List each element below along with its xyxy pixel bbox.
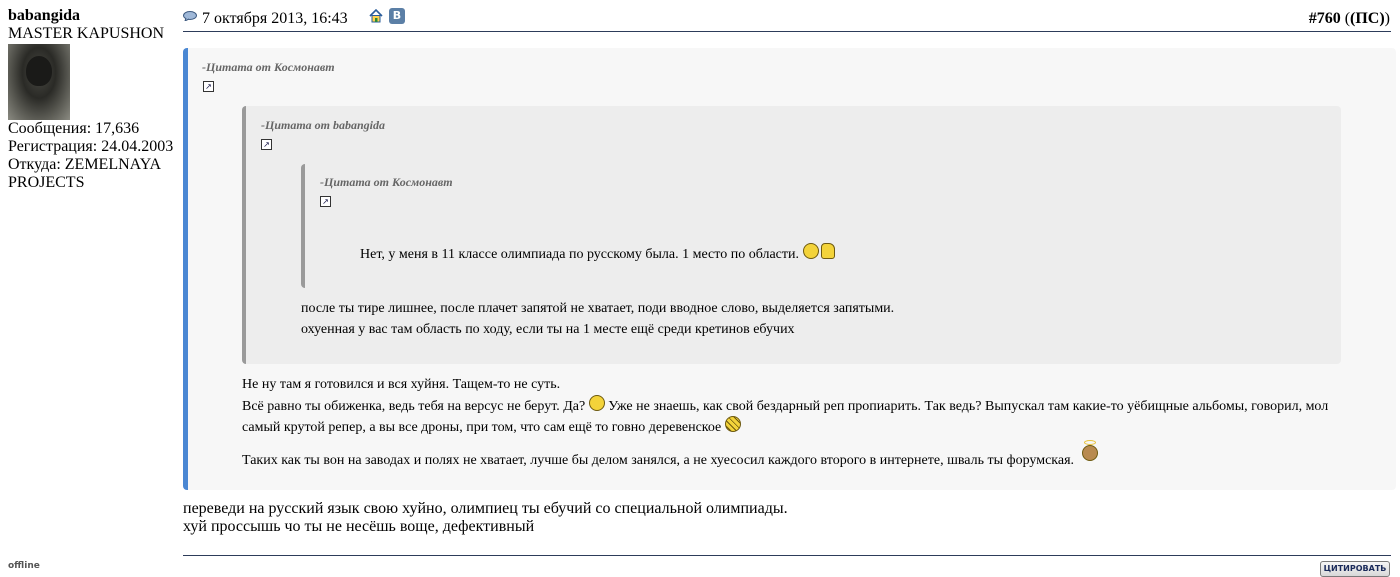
post-permalink-label[interactable]: (ПС) <box>1350 10 1385 27</box>
post-date: 7 октября 2013, 16:43 <box>202 10 348 27</box>
quote-text <box>360 243 835 265</box>
quote-text-part: Всё равно ты обиженка, ведь тебя на версус не берут. Да? <box>242 399 586 414</box>
quote-reply-button[interactable]: ЦИТИРОВАТЬ <box>1320 561 1390 577</box>
user-post-count: Сообщения: 17,636 <box>8 120 140 137</box>
quote-text-part: Таких как ты вон на заводах и полях не хватает, лучше бы делом занялся, а не хуесосил каждого второго в интернете, шваль ты форумская. <box>242 453 1075 468</box>
smile-icon <box>589 395 605 411</box>
speech-bubble-icon <box>183 11 197 21</box>
quote-text-part: Уже не знаешь, как свой бездарный реп пропиарить. Так ведь? Выпускал там какие-то уёбищные альбомы, говорил, мол <box>608 399 1329 414</box>
wink-smiley-icon <box>803 243 819 259</box>
quote-author: -Цитата от Космонавт <box>320 175 453 189</box>
online-status: offline <box>8 561 40 571</box>
quote-text: охуенная у вас там область по ходу, если ты на 1 месте ещё среди кретинов ебучих <box>301 322 795 337</box>
quote-text-part: Нет, у меня в 11 классе олимпиада по русскому была. 1 место по области. <box>360 247 799 262</box>
post-text-line: переведи на русский язык свою хуйно, олимпиец ты ебучий со специальной олимпиады. <box>183 500 788 517</box>
post-message <box>183 500 788 536</box>
quote-text <box>242 445 1098 471</box>
avatar[interactable] <box>8 44 70 120</box>
user-registration: Регистрация: 24.04.2003 <box>8 138 174 155</box>
post-number-value[interactable]: #760 <box>1308 10 1341 27</box>
post-header <box>183 7 1391 32</box>
post-footer-divider <box>183 555 1391 556</box>
user-title: MASTER KAPUSHON <box>8 25 165 42</box>
user-location-cont: PROJECTS <box>8 174 85 191</box>
view-post-arrow-icon[interactable]: ↗ <box>261 139 272 150</box>
quote-text <box>242 416 741 438</box>
vk-icon[interactable]: В <box>389 8 405 24</box>
post-number[interactable]: #760 ((ПС)) <box>1308 10 1390 27</box>
view-post-arrow-icon[interactable]: ↗ <box>320 196 331 207</box>
white-flag-smiley-icon <box>725 416 741 432</box>
post-text-line: хуй проссышь чо ты не несёшь воще, дефективный <box>183 518 535 535</box>
username[interactable]: babangida <box>8 7 81 24</box>
quote-block-inner <box>301 164 1341 288</box>
quote-text-part: самый крутой репер, а вы все дроны, при том, что сам ещё то говно деревенское <box>242 420 722 435</box>
user-info <box>8 7 178 192</box>
quote-text: после ты тире лишнее, после плачет запятой не хватает, поди вводное слово, выделяется запятыми. <box>301 301 895 316</box>
quote-text <box>242 395 1352 417</box>
thumbs-up-icon <box>821 243 835 259</box>
quote-text: Не ну там я готовился и вся хуйня. Тащем-то не суть. <box>242 377 561 392</box>
quote-author: -Цитата от Космонавт <box>202 60 335 74</box>
user-location: Откуда: ZEMELNAYA <box>8 156 162 173</box>
home-icon[interactable] <box>369 9 383 23</box>
angel-smiley-icon <box>1082 445 1098 461</box>
view-post-arrow-icon[interactable]: ↗ <box>203 81 214 92</box>
quote-author: -Цитата от babangida <box>261 118 386 132</box>
